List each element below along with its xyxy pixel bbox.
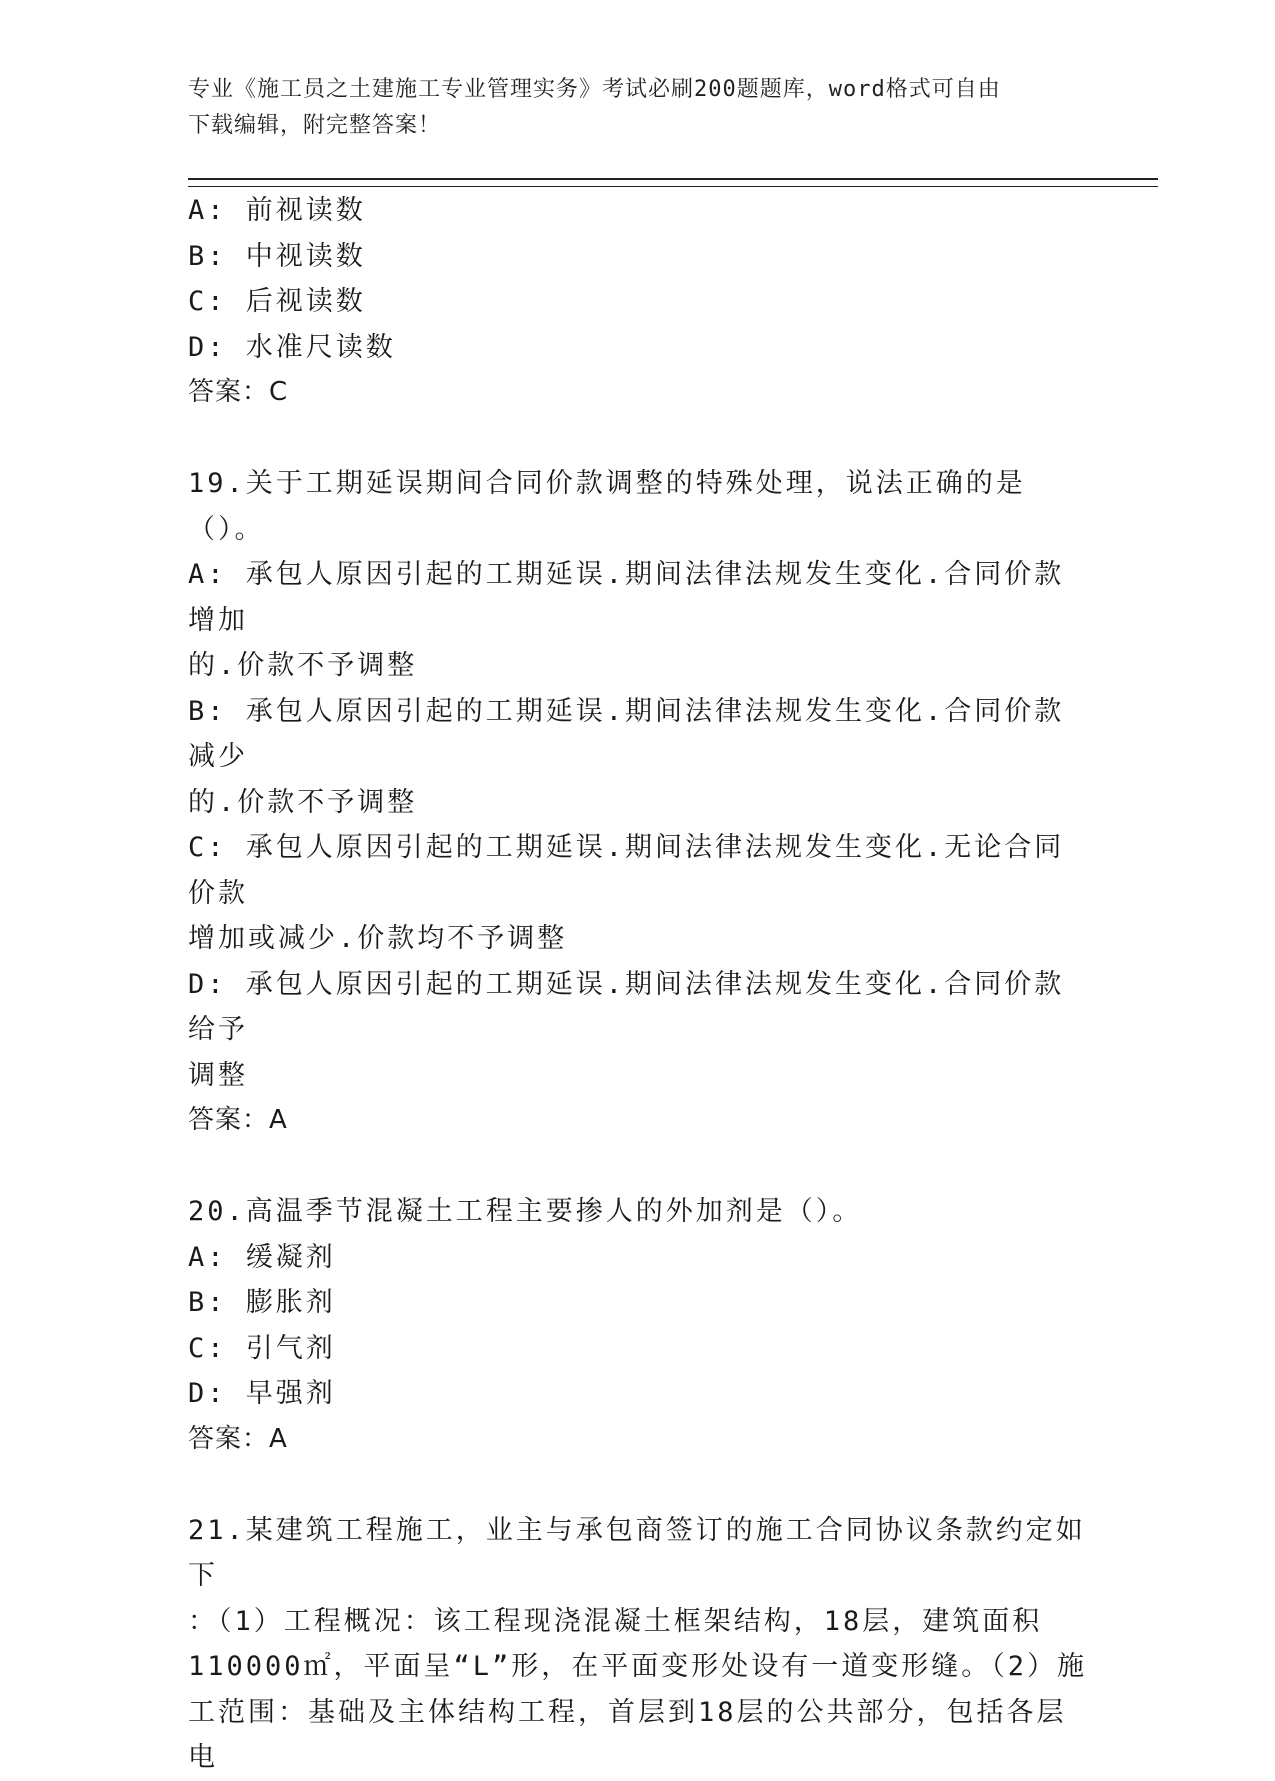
q21-line-4: 工范围：基础及主体结构工程，首层到18层的公共部分，包括各层电 bbox=[188, 1696, 1067, 1773]
q18-option-a: A: 前视读数 bbox=[188, 195, 366, 226]
q19-stem: 19.关于工期延误期间合同价款调整的特殊处理，说法正确的是（）。 bbox=[188, 468, 1026, 545]
header-line-1: 专业《施工员之土建施工专业管理实务》考试必刷200题题库，word格式可自由 bbox=[188, 77, 1001, 102]
header-line-2: 下载编辑，附完整答案！ bbox=[188, 113, 442, 138]
q21-line-3: 110000㎡，平面呈“L”形，在平面变形处设有一道变形缝。（2）施 bbox=[188, 1651, 1088, 1682]
q18-option-b: B: 中视读数 bbox=[188, 240, 366, 272]
q19-option-a-line-1: A: 承包人原因引起的工期延误.期间法律法规发生变化.合同价款增加 bbox=[188, 559, 1065, 636]
q18-option-d: D: 水准尺读数 bbox=[188, 331, 396, 363]
document-header bbox=[188, 72, 1068, 144]
spacer bbox=[188, 1144, 1088, 1190]
q21-line-1: 21.某建筑工程施工，业主与承包商签订的施工合同协议条款约定如下 bbox=[188, 1514, 1086, 1591]
q19-option-a-line-2: 的.价款不予调整 bbox=[188, 650, 418, 681]
q18-option-c: C: 后视读数 bbox=[188, 286, 366, 317]
q20-option-d: D: 早强剂 bbox=[188, 1378, 336, 1409]
q20-option-a: A: 缓凝剂 bbox=[188, 1241, 336, 1273]
q18-answer: 答案：C bbox=[188, 377, 289, 407]
q20-stem: 20.高温季节混凝土工程主要掺人的外加剂是（）。 bbox=[188, 1196, 863, 1227]
q20-option-c: C: 引气剂 bbox=[188, 1332, 336, 1364]
q20-option-b: B: 膨胀剂 bbox=[188, 1287, 336, 1318]
document-body bbox=[188, 188, 1088, 1781]
q19-option-d-line-2: 调整 bbox=[188, 1059, 248, 1091]
q19-option-d-line-1: D: 承包人原因引起的工期延误.期间法律法规发生变化.合同价款给予 bbox=[188, 968, 1065, 1045]
q20-answer: 答案：A bbox=[188, 1423, 288, 1454]
q19-option-b-line-2: 的.价款不予调整 bbox=[188, 786, 418, 818]
header-divider bbox=[188, 178, 1158, 187]
q19-answer: 答案：A bbox=[188, 1105, 288, 1135]
q19-option-c-line-1: C: 承包人原因引起的工期延误.期间法律法规发生变化.无论合同价款 bbox=[188, 832, 1065, 909]
spacer bbox=[188, 1462, 1088, 1508]
q21-line-2: ：（1）工程概况：该工程现浇混凝土框架结构，18层，建筑面积 bbox=[188, 1605, 1043, 1637]
q19-option-b-line-1: B: 承包人原因引起的工期延误.期间法律法规发生变化.合同价款减少 bbox=[188, 695, 1065, 772]
q19-option-c-line-2: 增加或减少.价款均不予调整 bbox=[188, 923, 568, 954]
spacer bbox=[188, 416, 1088, 462]
